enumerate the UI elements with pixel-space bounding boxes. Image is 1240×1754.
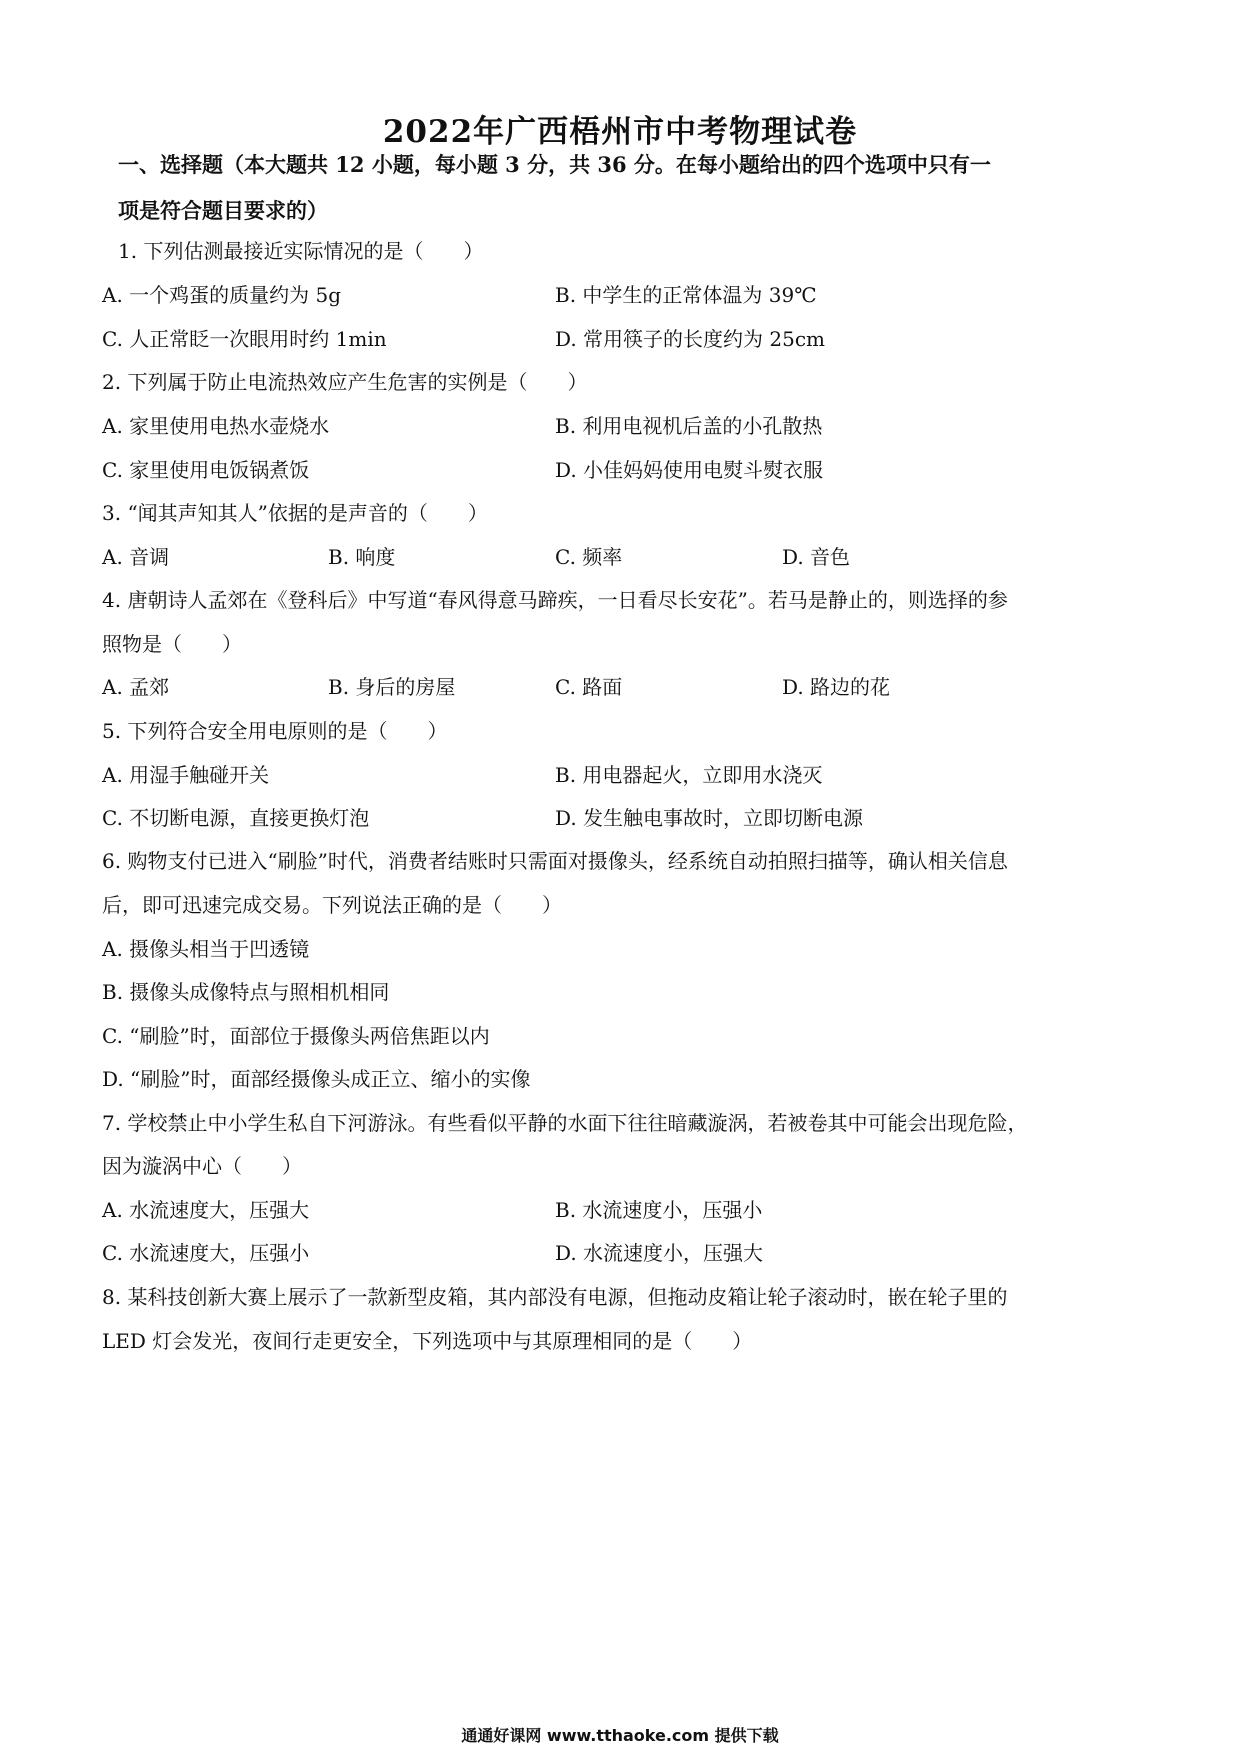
q4-option-c: C. 路面 [555,675,623,699]
q2-option-d: D. 小佳妈妈使用电熨斗熨衣服 [555,458,824,482]
question-3-stem: 3. “闻其声知其人”依据的是声音的（ ） [102,501,488,525]
q2-option-c: C. 家里使用电饭锅煮饭 [102,458,310,482]
q2-option-a: A. 家里使用电热水壶烧水 [102,414,330,438]
q6-option-b: B. 摄像头成像特点与照相机相同 [102,980,390,1004]
question-8-stem-line1: 8. 某科技创新大赛上展示了一款新型皮箱，其内部没有电源，但拖动皮箱让轮子滚动时，嵌在轮子里的 [102,1285,1008,1309]
q5-option-a: A. 用湿手触碰开关 [102,763,270,787]
q7-option-c: C. 水流速度大，压强小 [102,1241,310,1265]
q4-option-a: A. 孟郊 [102,675,170,699]
q3-option-b: B. 响度 [328,545,396,569]
download-footer: 通通好课网 www.tthaoke.com 提供下载 [461,1726,779,1745]
q5-option-c: C. 不切断电源，直接更换灯泡 [102,806,370,830]
q3-option-a: A. 音调 [102,545,170,569]
q2-option-b: B. 利用电视机后盖的小孔散热 [555,414,823,438]
q4-option-b: B. 身后的房屋 [328,675,456,699]
question-8-stem-line2: LED 灯会发光，夜间行走更安全，下列选项中与其原理相同的是（ ） [102,1329,753,1353]
page-title: 2022年广西梧州市中考物理试卷 [382,114,858,150]
q6-option-a: A. 摄像头相当于凹透镜 [102,937,310,961]
section-heading-line2: 项是符合题目要求的） [118,198,328,223]
q5-option-d: D. 发生触电事故时，立即切断电源 [555,806,864,830]
q5-option-b: B. 用电器起火，立即用水浇灭 [555,763,823,787]
q1-option-c: C. 人正常眨一次眼用时约 1min [102,327,387,351]
question-7-stem-line1: 7. 学校禁止中小学生私自下河游泳。有些看似平静的水面下往往暗藏漩涡，若被卷其中可能会出现危险， [102,1111,1028,1135]
q7-option-d: D. 水流速度小，压强大 [555,1241,764,1265]
q3-option-d: D. 音色 [782,545,851,569]
section-heading-line1: 一、选择题（本大题共 12 小题，每小题 3 分，共 36 分。在每小题给出的四个选项中只有一 [118,152,991,177]
question-4-stem-line1: 4. 唐朝诗人孟郊在《登科后》中写道“春风得意马蹄疾，一日看尽长安花”。若马是静止的，则选择的参 [102,588,1008,612]
question-6-stem-line1: 6. 购物支付已进入“刷脸”时代，消费者结账时只需面对摄像头，经系统自动拍照扫描等，确认相关信息 [102,849,1008,873]
q1-option-b: B. 中学生的正常体温为 39℃ [555,283,817,307]
question-2-stem: 2. 下列属于防止电流热效应产生危害的实例是（ ） [102,370,588,394]
q1-option-a: A. 一个鸡蛋的质量约为 5g [102,283,342,307]
q7-option-a: A. 水流速度大，压强大 [102,1198,310,1222]
q1-option-d: D. 常用筷子的长度约为 25cm [555,327,826,351]
question-1-stem: 1. 下列估测最接近实际情况的是（ ） [118,239,484,263]
q4-option-d: D. 路边的花 [782,675,891,699]
question-5-stem: 5. 下列符合安全用电原则的是（ ） [102,719,448,743]
question-4-stem-line2: 照物是（ ） [102,632,242,656]
question-6-stem-line2: 后，即可迅速完成交易。下列说法正确的是（ ） [102,893,562,917]
q7-option-b: B. 水流速度小，压强小 [555,1198,763,1222]
q6-option-d: D. “刷脸”时，面部经摄像头成正立、缩小的实像 [102,1067,531,1091]
question-7-stem-line2: 因为漩涡中心（ ） [102,1154,302,1178]
q3-option-c: C. 频率 [555,545,623,569]
q6-option-c: C. “刷脸”时，面部位于摄像头两倍焦距以内 [102,1024,490,1048]
